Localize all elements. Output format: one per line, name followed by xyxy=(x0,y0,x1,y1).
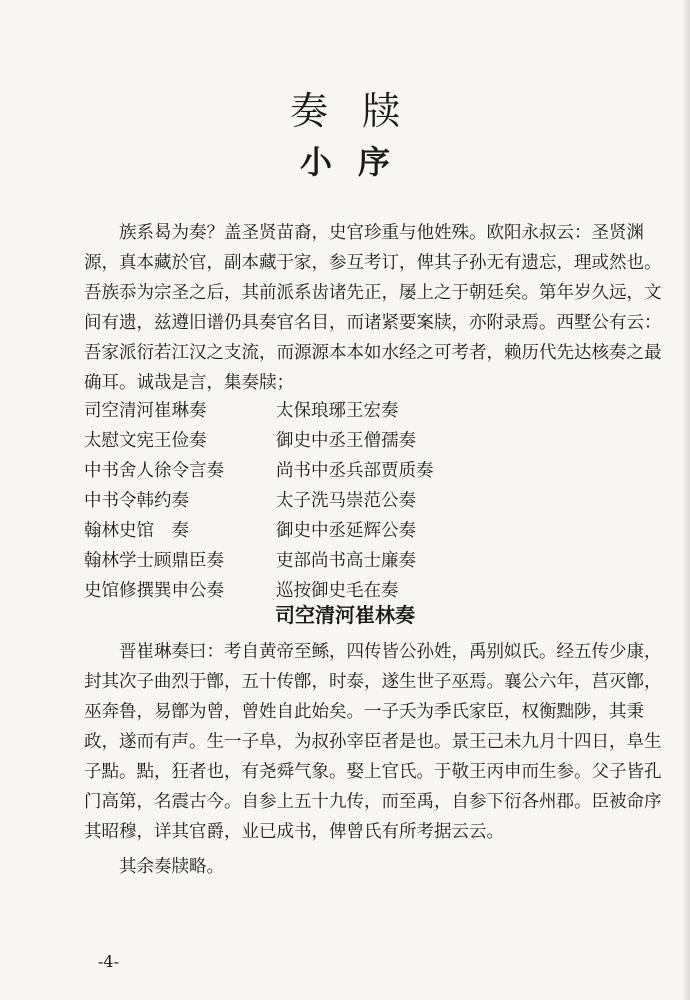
memorial-left: 太慰文宪王俭奏 xyxy=(84,431,207,451)
scan-edge-shadow xyxy=(682,0,690,1000)
memorial-left: 中书舍人徐令言奏 xyxy=(84,461,224,481)
list-item xyxy=(84,456,644,486)
memorial-left: 翰林史馆 奏 xyxy=(84,521,189,541)
intro-paragraph: 族系曷为奏？盖圣贤苗裔，史官珍重与他姓殊。欧阳永叔云：圣贤渊源，真本藏於官，副本藏于家，参互考订，俾其子孙无有遗忘，理或然也。吾族忝为宗圣之后，其前派系齿诸先正，屡上之于朝廷矣。第年岁久远，文间有遗，兹遵旧谱仍具奏官名目，而诸紧要案牍，亦附录焉。西墅公有云：吾家派衍若江汉之支流，而源源本本如水经之可考者，赖历代先达核奏之最确耳。诚哉是言，集奏牍； xyxy=(84,223,662,393)
memorial-right: 吏部尚书高士廉奏 xyxy=(276,551,416,571)
memorial-list xyxy=(84,396,644,606)
page-number: -4- xyxy=(98,952,119,971)
memorial-right: 太子洗马崇范公奏 xyxy=(276,491,416,511)
list-item xyxy=(84,546,644,576)
memorial-right: 尚书中丞兵部贾质奏 xyxy=(276,461,434,481)
memorial-left: 司空清河崔琳奏 xyxy=(84,401,207,421)
list-item xyxy=(84,486,644,516)
list-item xyxy=(84,516,644,546)
list-item xyxy=(84,396,644,426)
memorial-left: 史馆修撰巽申公奏 xyxy=(84,581,224,601)
memorial-right: 太保琅琊王宏奏 xyxy=(276,401,399,421)
memorial-right: 巡按御史毛在奏 xyxy=(276,581,399,601)
memorial-right: 御史中丞延辉公奏 xyxy=(276,521,416,541)
closing-paragraph: 其余奏牍略。 xyxy=(119,857,224,877)
page-title: 奏牍 xyxy=(289,89,434,133)
section-heading: 司空清河崔林奏 xyxy=(275,603,415,627)
memorial-left: 中书令韩约奏 xyxy=(84,491,189,511)
memorial-right: 御史中丞王僧孺奏 xyxy=(276,431,416,451)
list-item xyxy=(84,426,644,456)
memorial-left: 翰林学士顾鼎臣奏 xyxy=(84,551,224,571)
section-body-paragraph: 晋崔琳奏曰：考自黄帝至鲧，四传皆公孙姓，禹别姒氏。经五传少康，封其次子曲烈于鄫，五十传鄫，时泰，遂生世子巫焉。襄公六年，莒灭鄫，巫奔鲁，易鄫为曾，曾姓自此始矣。一子夭为季氏家臣，权衡黜陟，其秉政，遂而有声。生一子阜，为叔孙宰臣者是也。景王己未九月十四日，阜生子點。點，狂者也，有尧舜气象。娶上官氏。于敬王丙申而生参。父子皆孔门高第，名震古今。自参上五十九传，而至禹，自参下衍各州郡。臣被命序其昭穆，详其官爵，业已成书，俾曾氏有所考据云云。 xyxy=(84,642,662,842)
page-subtitle: 小序 xyxy=(299,143,416,181)
